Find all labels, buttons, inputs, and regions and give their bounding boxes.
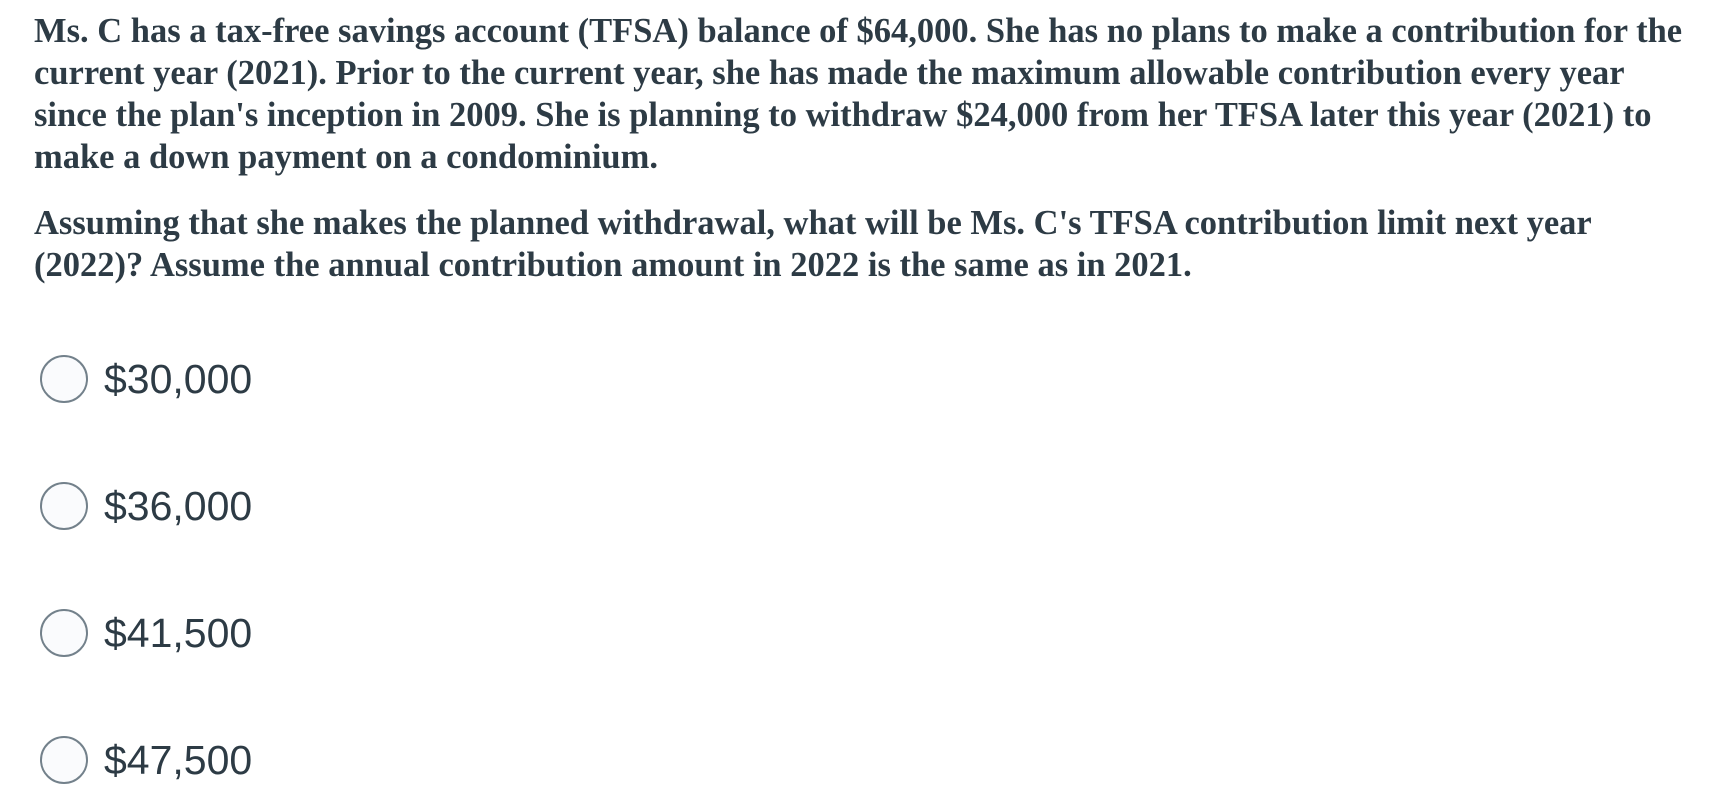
- answer-label-4[interactable]: $47,500: [104, 736, 253, 783]
- answer-label-2[interactable]: $36,000: [104, 482, 253, 529]
- radio-button-3[interactable]: [40, 609, 88, 657]
- radio-button-1[interactable]: [40, 355, 88, 403]
- answer-label-1[interactable]: $30,000: [104, 355, 253, 402]
- radio-button-2[interactable]: [40, 482, 88, 530]
- answer-option-3[interactable]: [40, 603, 252, 663]
- question-paragraph-1: Ms. C has a tax-free savings account (TFSA) balance of $64,000. She has no plans to make a contribution for the current year (2021). Prior to the current year, she has made the maximum allowable contribution every year since the plan's inception in 2009. She is planning to withdraw $24,000 from her TFSA later this year (2021) to make a down payment on a condominium.: [34, 12, 1683, 176]
- radio-button-4[interactable]: [40, 736, 88, 784]
- answer-label-3[interactable]: $41,500: [104, 609, 253, 656]
- answer-option-4[interactable]: [40, 730, 252, 790]
- answer-option-1[interactable]: [40, 349, 252, 409]
- answer-options: [40, 0, 840, 810]
- question-paragraph-2: Assuming that she makes the planned withdrawal, what will be Ms. C's TFSA contribution limit next year (2022)? Assume the annual contribution amount in 2022 is the same as in 2021.: [34, 204, 1592, 284]
- answer-option-2[interactable]: [40, 476, 252, 536]
